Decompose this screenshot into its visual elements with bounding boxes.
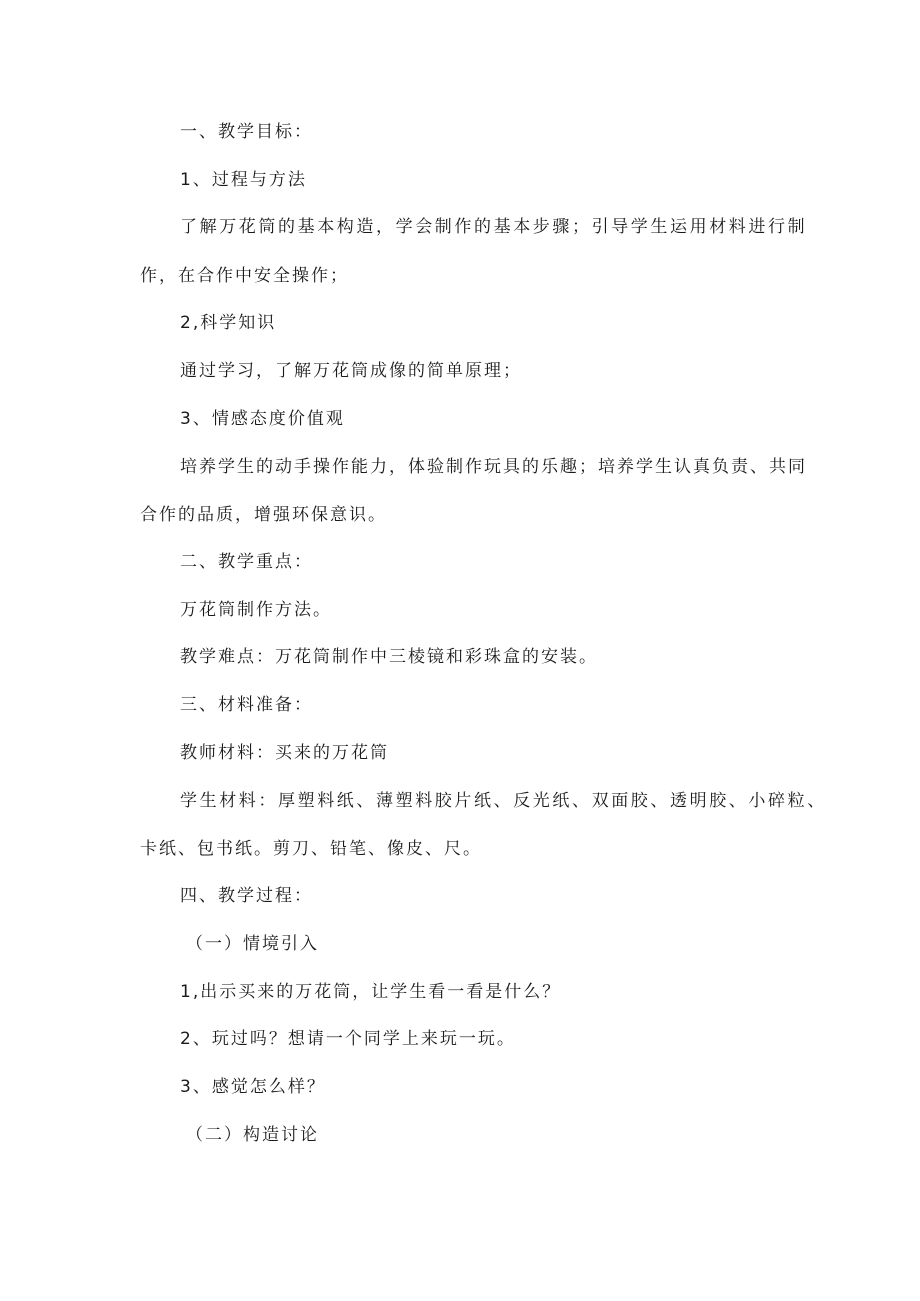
subheading-process-method: 1、过程与方法 (180, 170, 307, 190)
paragraph-line: 合作的品质，增强环保意识。 (140, 505, 387, 525)
subheading-scenario-intro: （一）情境引入 (186, 934, 319, 954)
paragraph-line: 通过学习，了解万花筒成像的简单原理； (180, 361, 522, 381)
paragraph-line: 了解万花筒的基本构造，学会制作的基本步骤；引导学生运用材料进行制 (180, 217, 808, 237)
paragraph-line: 作，在合作中安全操作； (140, 266, 349, 286)
paragraph-line: 万花筒制作方法。 (180, 600, 332, 620)
paragraph-line: 学生材料：厚塑料纸、薄塑料胶片纸、反光纸、双面胶、透明胶、小碎粒、 (180, 791, 827, 811)
section-heading-materials: 三、材料准备： (180, 695, 313, 715)
list-item: 3、感觉怎么样？ (180, 1077, 326, 1097)
paragraph-line: 培养学生的动手操作能力，体验制作玩具的乐趣；培养学生认真负责、共同 (180, 457, 807, 477)
paragraph-line: 教师材料：买来的万花筒 (180, 743, 389, 763)
paragraph-line: 教学难点：万花筒制作中三棱镜和彩珠盒的安装。 (180, 647, 598, 667)
list-item: 2、玩过吗？想请一个同学上来玩一玩。 (180, 1029, 516, 1049)
section-heading-process: 四、教学过程： (180, 886, 313, 906)
section-heading-key-points: 二、教学重点： (180, 552, 313, 572)
section-heading-objectives: 一、教学目标： (180, 122, 313, 142)
paragraph-line: 卡纸、包书纸。剪刀、铅笔、像皮、尺。 (140, 839, 482, 859)
subheading-emotion-values: 3、情感态度价值观 (180, 409, 345, 429)
subheading-structure-discussion: （二）构造讨论 (186, 1125, 319, 1145)
subheading-science-knowledge: 2,科学知识 (180, 313, 277, 333)
list-item: 1,出示买来的万花筒，让学生看一看是什么？ (180, 982, 562, 1002)
